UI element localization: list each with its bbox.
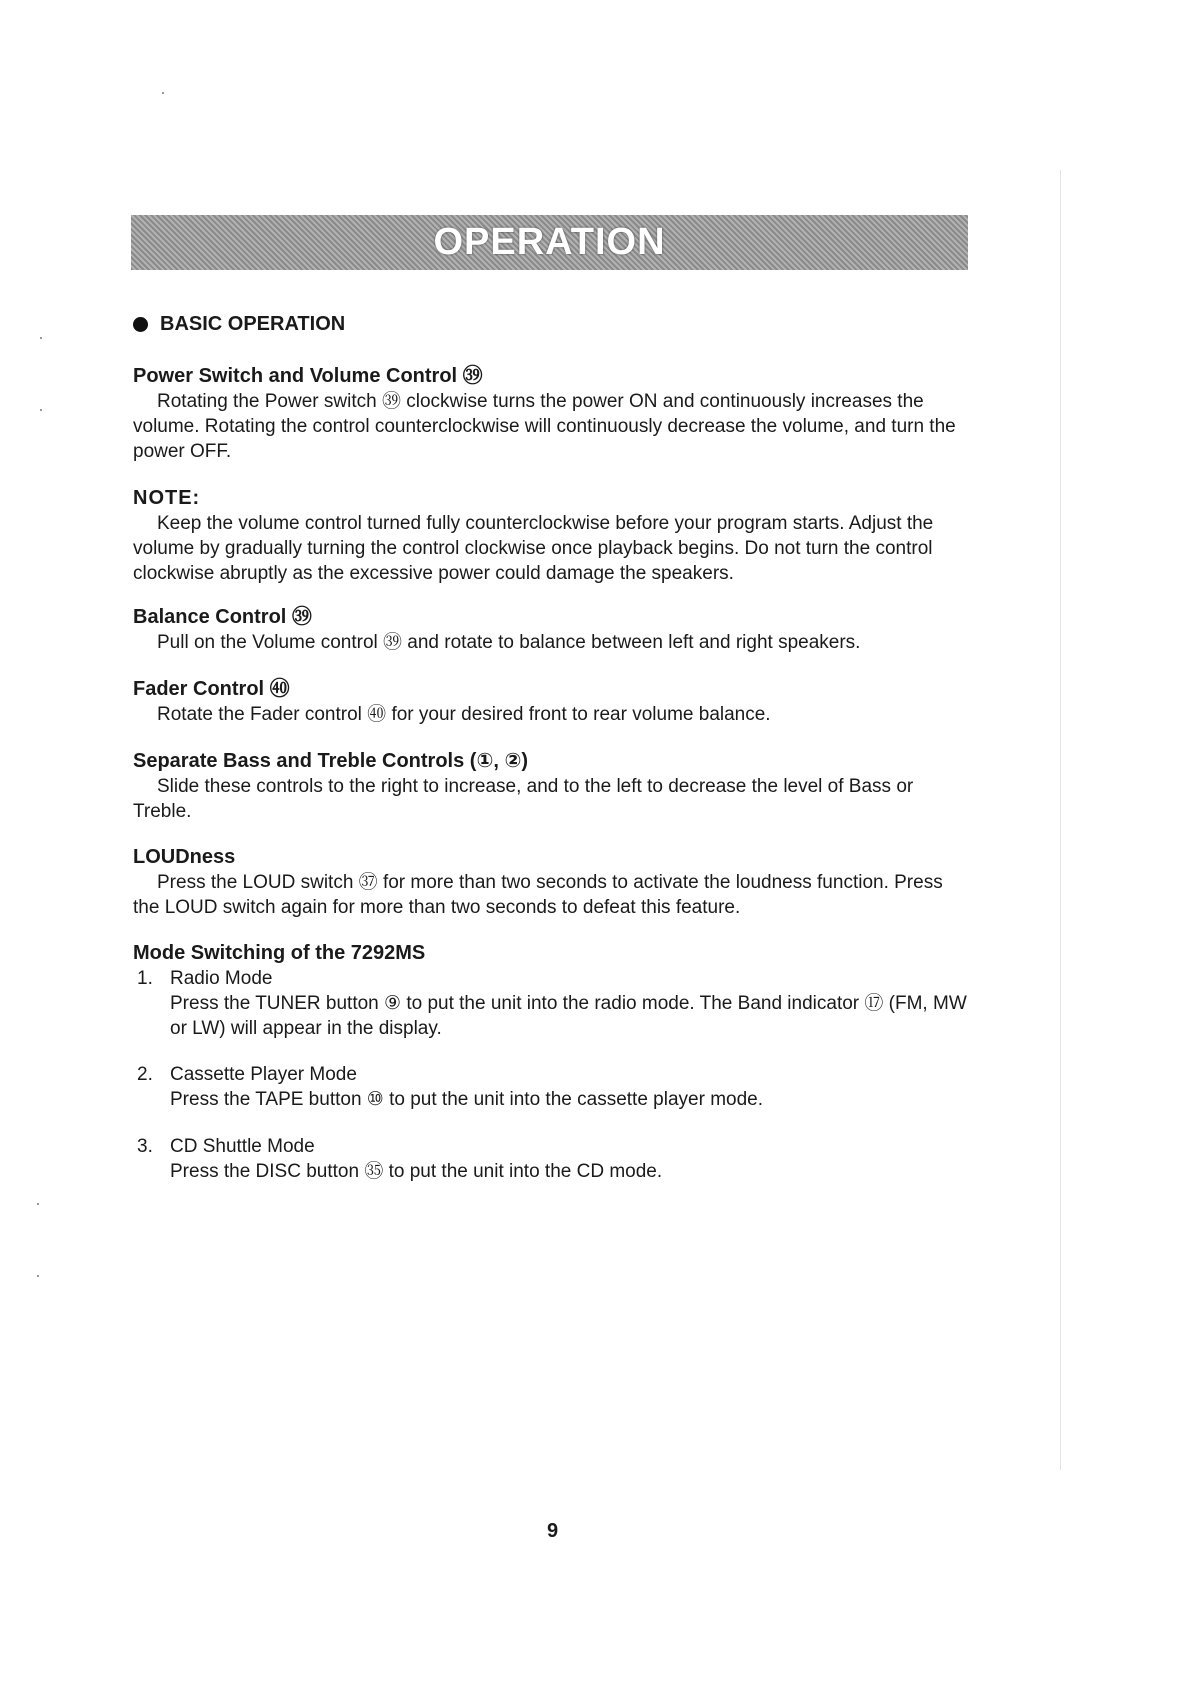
loudness-text: Press the LOUD switch ㊲ for more than two seconds to activate the loudness function. Press the LOUD switch again for more than two seconds to defeat this feature. [133,872,943,918]
mode-item-radio [137,966,977,1041]
mode-item-title: Radio Mode [170,968,273,989]
mode-item-text: Press the TUNER button ⑨ to put the unit into the radio mode. The Band indicator ⑰ (FM, MW or LW) will appear in the display. [170,993,967,1039]
scan-speck [162,92,164,94]
mode-item-number: 3. [137,1136,153,1157]
balance-section [133,604,973,655]
mode-heading: Mode Switching of the 7292MS [133,942,426,964]
balance-heading: Balance Control ㊴ [133,606,312,628]
bass-treble-text: Slide these controls to the right to increase, and to the left to decrease the level of Bass or Treble. [133,776,914,822]
note-section [133,486,973,586]
fader-text: Rotate the Fader control ㊵ for your desired front to rear volume balance. [157,704,771,725]
banner-title: OPERATION [433,221,666,263]
page-number: 9 [547,1520,559,1542]
mode-section [133,940,973,966]
mode-item-cd [137,1134,977,1184]
mode-item-number: 2. [137,1064,153,1085]
scan-speck [40,337,42,339]
scan-speck [37,1203,39,1205]
mode-item-number: 1. [137,968,153,989]
power-text: Rotating the Power switch ㊴ clockwise turns the power ON and continuously increases the volume. Rotating the control counterclockwise will continuously decrease the volume, and turn the power OFF. [133,391,956,462]
scan-margin-line [1060,170,1061,1470]
mode-item-cassette [137,1062,977,1112]
power-heading: Power Switch and Volume Control ㊴ [133,365,483,387]
mode-item-text: Press the TAPE button ⑩ to put the unit into the cassette player mode. [170,1089,763,1110]
balance-text: Pull on the Volume control ㊴ and rotate to balance between left and right speakers. [157,632,861,653]
bass-treble-section [133,748,973,824]
bass-treble-heading: Separate Bass and Treble Controls (①, ②) [133,750,529,772]
fader-heading: Fader Control ㊵ [133,678,290,700]
bullet-icon [133,317,148,332]
section-heading [133,313,345,336]
loudness-section [133,844,973,920]
mode-item-title: Cassette Player Mode [170,1064,357,1085]
scan-speck [37,1275,39,1277]
scan-speck [40,409,42,411]
power-section [133,363,973,464]
section-title: BASIC OPERATION [160,313,346,335]
loudness-heading: LOUDness [133,846,236,868]
fader-section [133,676,973,727]
mode-item-text: Press the DISC button ㉟ to put the unit into the CD mode. [170,1161,663,1182]
operation-banner [131,215,968,270]
note-heading: NOTE: [133,487,201,509]
note-text: Keep the volume control turned fully counterclockwise before your program starts. Adjust the volume by gradually turning the control clockwise once playback begins. Do not turn the control clockwise abruptly as the excessive power could damage the speakers. [133,513,934,584]
mode-item-title: CD Shuttle Mode [170,1136,315,1157]
